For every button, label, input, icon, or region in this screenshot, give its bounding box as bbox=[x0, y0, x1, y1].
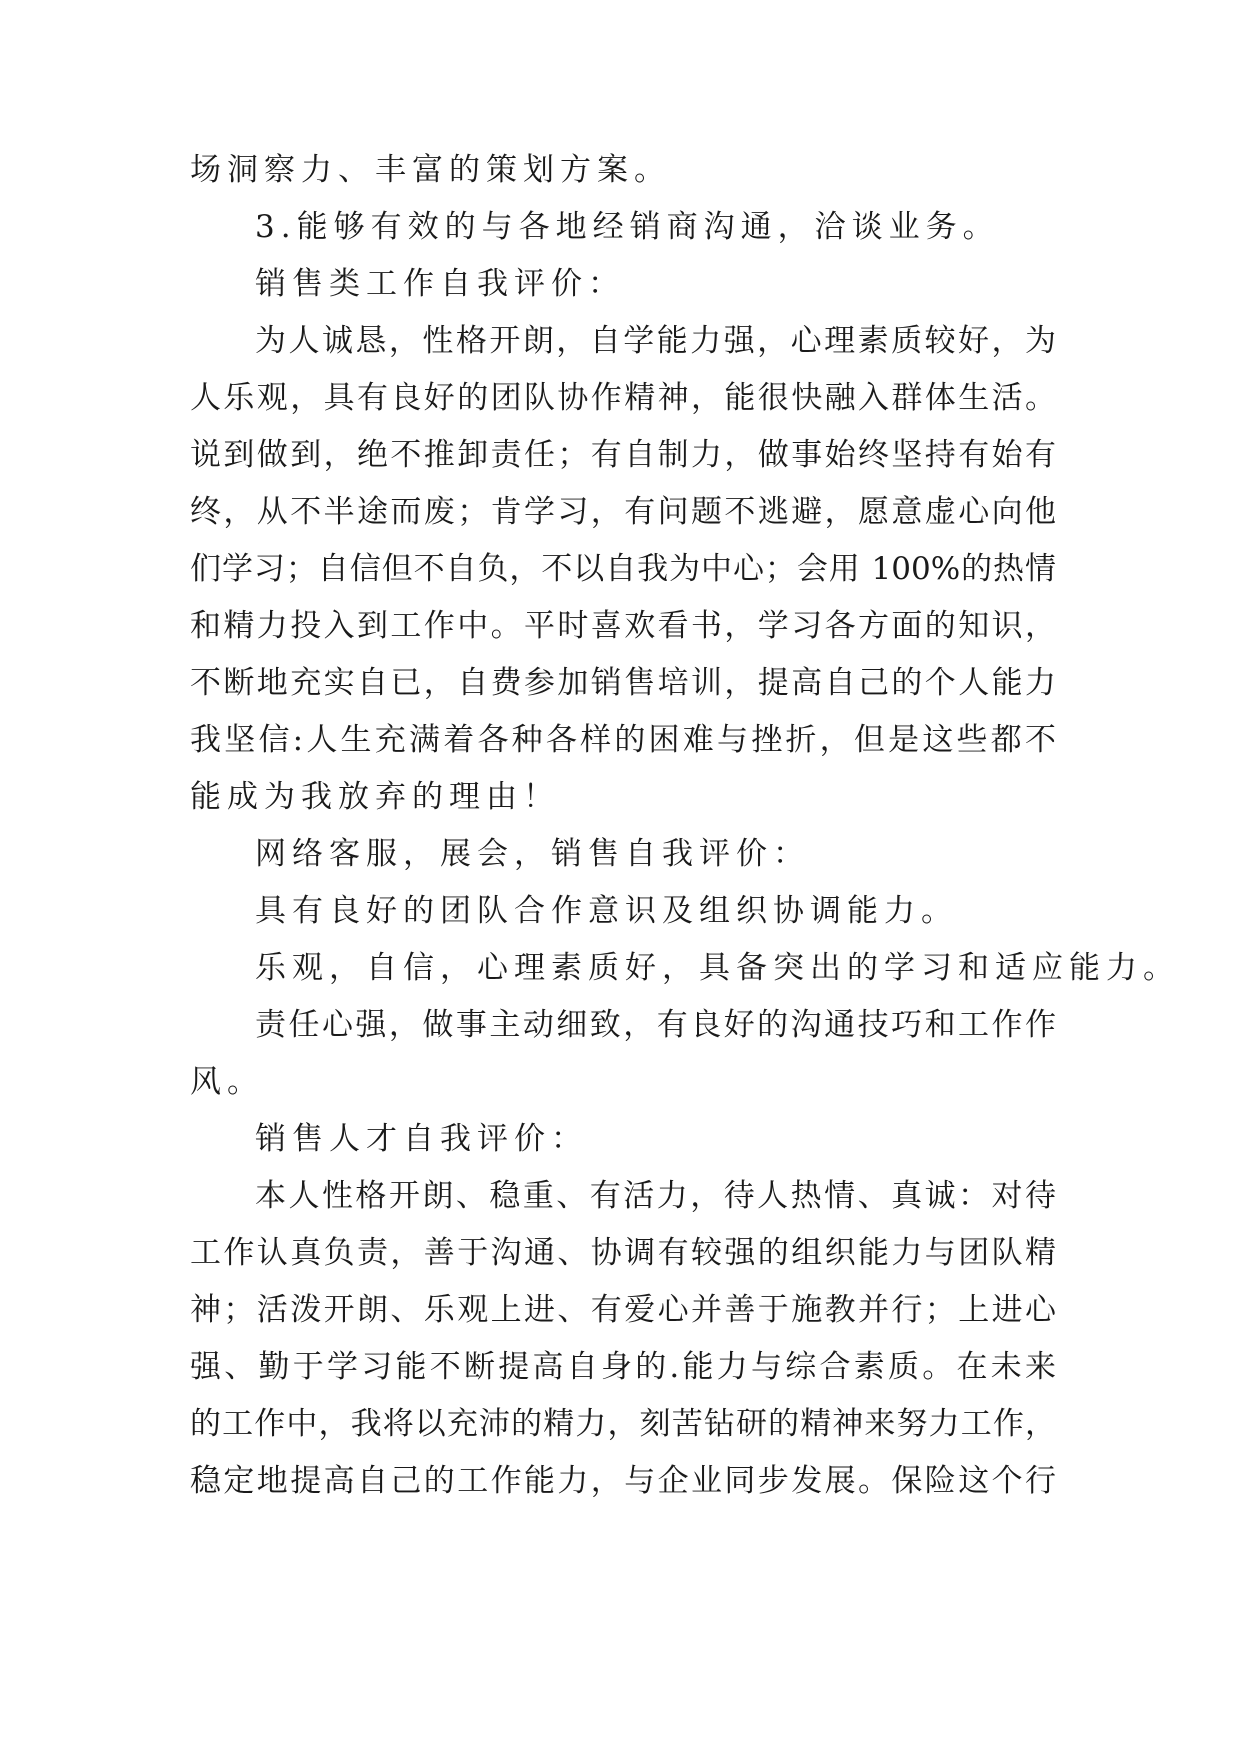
text-line-6: 说到做到，绝不推卸责任；有自制力，做事始终坚持有始有 bbox=[190, 437, 1056, 473]
section-heading-sales-talent: 销售人才自我评价： bbox=[255, 1121, 588, 1157]
text-line-17: 风。 bbox=[190, 1064, 264, 1100]
text-line-5: 人乐观，具有良好的团队协作精神，能很快融入群体生活。 bbox=[190, 380, 1056, 416]
text-line-21: 神；活泼开朗、乐观上进、有爱心并善于施教并行；上进心 bbox=[190, 1292, 1056, 1328]
text-line-11: 我坚信:人生充满着各种各样的困难与挫折，但是这些都不 bbox=[190, 722, 1056, 758]
text-line-8: 们学习；自信但不自负，不以自我为中心；会用 100%的热情 bbox=[190, 551, 1056, 587]
text-line-10: 不断地充实自已，自费参加销售培训，提高自己的个人能力 bbox=[190, 665, 1056, 701]
text-line-1: 场洞察力、丰富的策划方案。 bbox=[190, 152, 671, 188]
text-line-2: 3.能够有效的与各地经销商沟通，洽谈业务。 bbox=[255, 209, 1000, 245]
text-line-23: 的工作中，我将以充沛的精力，刻苦钻研的精神来努力工作， bbox=[190, 1406, 1056, 1442]
section-heading-sales-work: 销售类工作自我评价： bbox=[255, 266, 625, 302]
text-line-12: 能成为我放弃的理由！ bbox=[190, 779, 560, 815]
text-line-4: 为人诚恳，性格开朗，自学能力强，心理素质较好，为 bbox=[255, 323, 1056, 359]
text-line-22: 强、勤于学习能不断提高自身的.能力与综合素质。在未来 bbox=[190, 1349, 1056, 1385]
text-line-7: 终，从不半途而废；肯学习，有问题不逃避，愿意虚心向他 bbox=[190, 494, 1056, 530]
text-line-20: 工作认真负责，善于沟通、协调有较强的组织能力与团队精 bbox=[190, 1235, 1056, 1271]
section-heading-online-service: 网络客服，展会，销售自我评价： bbox=[255, 836, 810, 872]
text-line-14: 具有良好的团队合作意识及组织协调能力。 bbox=[255, 893, 958, 929]
text-line-19: 本人性格开朗、稳重、有活力，待人热情、真诚：对待 bbox=[255, 1178, 1056, 1214]
text-line-16: 责任心强，做事主动细致，有良好的沟通技巧和工作作 bbox=[255, 1007, 1056, 1043]
text-line-15: 乐观，自信，心理素质好，具备突出的学习和适应能力。 bbox=[255, 950, 1180, 986]
text-line-9: 和精力投入到工作中。平时喜欢看书，学习各方面的知识， bbox=[190, 608, 1056, 644]
text-line-24: 稳定地提高自己的工作能力，与企业同步发展。保险这个行 bbox=[190, 1463, 1056, 1499]
